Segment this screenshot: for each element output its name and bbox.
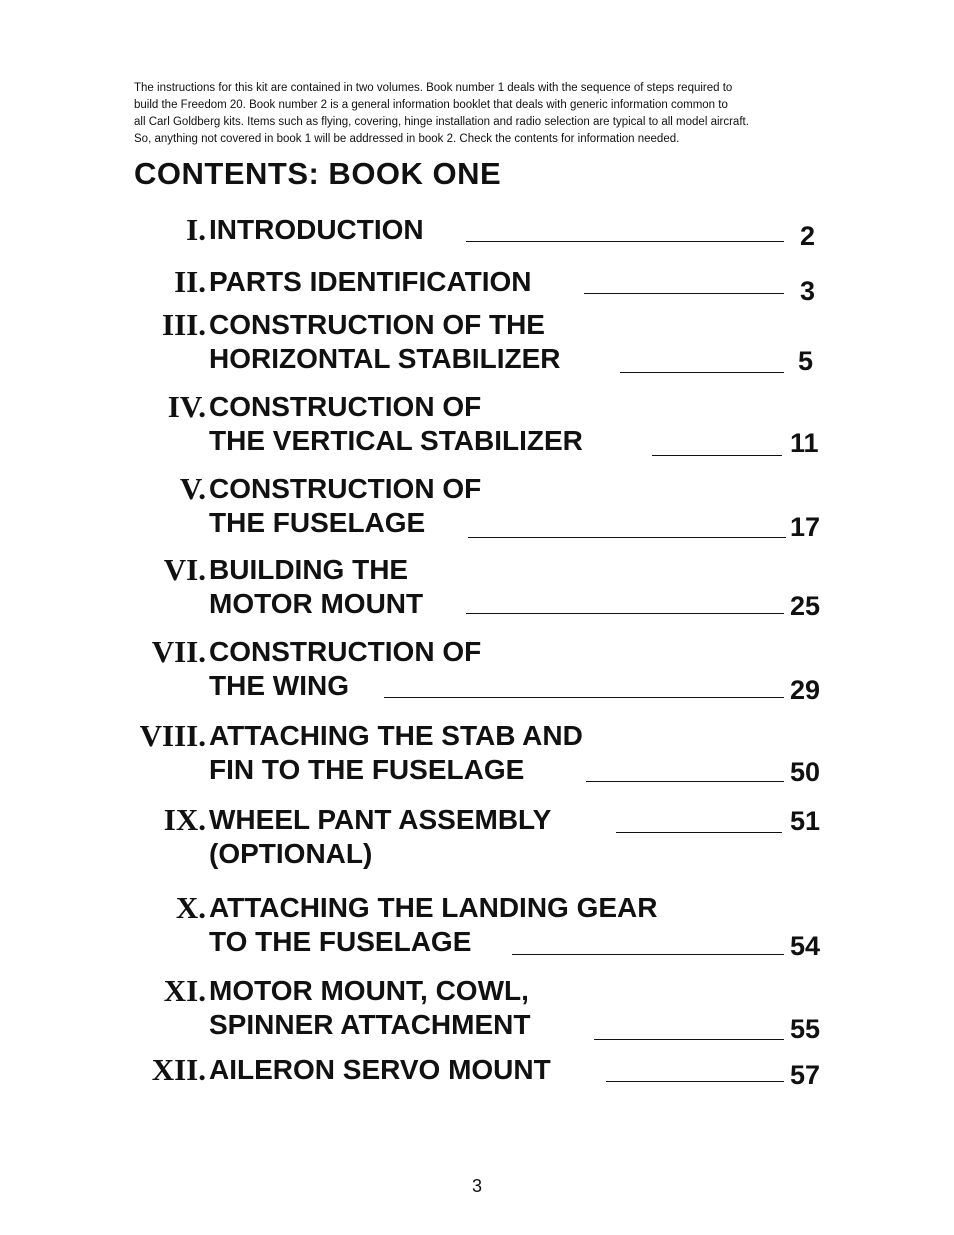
leader-line <box>468 537 786 538</box>
toc-page-number: 25 <box>790 591 821 621</box>
leader-line <box>616 832 782 833</box>
toc-title: MOTOR MOUNT, COWL, <box>209 975 529 1006</box>
toc-title: CONSTRUCTION OF <box>209 636 482 667</box>
toc-entry <box>0 1053 954 1093</box>
toc-numeral: IX. <box>163 802 206 837</box>
toc-entry <box>0 472 954 548</box>
toc-page-number: 5 <box>798 346 814 376</box>
toc-page-number: 57 <box>790 1060 821 1090</box>
toc-title-continued: THE FUSELAGE <box>209 507 426 538</box>
leader-line <box>512 954 784 955</box>
toc-title: ATTACHING THE LANDING GEAR <box>209 892 658 923</box>
toc-title: CONSTRUCTION OF <box>209 391 482 422</box>
toc-title: CONSTRUCTION OF <box>209 473 482 504</box>
leader-line <box>606 1081 784 1082</box>
toc-numeral: II. <box>174 264 206 299</box>
toc-numeral: I. <box>186 212 206 247</box>
toc-entry <box>0 719 954 795</box>
toc-numeral: XII. <box>151 1052 206 1087</box>
toc-title-continued: FIN TO THE FUSELAGE <box>209 754 525 785</box>
intro-line: all Carl Goldberg kits. Items such as flying, covering, hinge installation and radio selection are typical to all model aircraft. <box>134 116 749 128</box>
toc-title-continued: SPINNER ATTACHMENT <box>209 1009 531 1040</box>
contents-heading: CONTENTS: BOOK ONE <box>134 156 502 191</box>
toc-page-number: 17 <box>790 512 821 542</box>
leader-line <box>652 455 782 456</box>
leader-line <box>586 781 784 782</box>
toc-page-number: 54 <box>790 931 821 961</box>
leader-line <box>620 372 784 373</box>
leader-line <box>594 1039 784 1040</box>
leader-line <box>466 241 784 242</box>
toc-numeral: X. <box>175 890 206 925</box>
toc-title: INTRODUCTION <box>209 214 424 245</box>
toc-entry <box>0 265 954 305</box>
toc-page-number: 51 <box>790 806 821 836</box>
toc-title: WHEEL PANT ASSEMBLY <box>209 804 552 835</box>
toc-page-number: 50 <box>790 757 821 787</box>
toc-numeral: IV. <box>167 389 206 424</box>
toc-numeral: III. <box>162 307 206 342</box>
toc-entry <box>0 803 954 879</box>
toc-numeral: V. <box>179 471 206 506</box>
toc-numeral: VII. <box>151 634 206 669</box>
toc-title: AILERON SERVO MOUNT <box>209 1054 551 1085</box>
toc-entry <box>0 635 954 711</box>
leader-line <box>466 613 784 614</box>
toc-entry <box>0 308 954 384</box>
leader-line <box>384 697 784 698</box>
toc-page-number: 3 <box>800 276 816 306</box>
toc-entry <box>0 213 954 253</box>
intro-paragraph <box>134 80 874 148</box>
toc-numeral: XI. <box>163 973 206 1008</box>
toc-numeral: VIII. <box>139 718 206 753</box>
toc-title-continued: (OPTIONAL) <box>209 838 373 869</box>
toc-entry <box>0 553 954 629</box>
intro-line: build the Freedom 20. Book number 2 is a general information booklet that deals with generic information common to <box>134 99 728 111</box>
leader-line <box>584 293 784 294</box>
toc-title-continued: THE WING <box>209 670 349 701</box>
toc-entry <box>0 390 954 466</box>
toc-title: CONSTRUCTION OF THE <box>209 309 545 340</box>
toc-title-continued: TO THE FUSELAGE <box>209 926 472 957</box>
toc-page-number: 11 <box>790 428 819 458</box>
toc-page-number: 29 <box>790 675 821 705</box>
page-number: 3 <box>471 1176 482 1196</box>
toc-title-continued: THE VERTICAL STABILIZER <box>209 425 583 456</box>
toc-numeral: VI. <box>163 552 206 587</box>
toc-title-continued: HORIZONTAL STABILIZER <box>209 343 561 374</box>
intro-line: So, anything not covered in book 1 will be addressed in book 2. Check the contents for information needed. <box>134 133 680 145</box>
toc-page-number: 55 <box>790 1014 821 1044</box>
toc-page-number: 2 <box>800 221 816 251</box>
toc-title: ATTACHING THE STAB AND <box>209 720 583 751</box>
toc-entry <box>0 891 954 967</box>
toc-title: PARTS IDENTIFICATION <box>209 266 532 297</box>
toc-title-continued: MOTOR MOUNT <box>209 588 424 619</box>
intro-line: The instructions for this kit are contained in two volumes. Book number 1 deals with the sequence of steps required to <box>134 82 733 94</box>
toc-title: BUILDING THE <box>209 554 409 585</box>
toc-entry <box>0 974 954 1050</box>
